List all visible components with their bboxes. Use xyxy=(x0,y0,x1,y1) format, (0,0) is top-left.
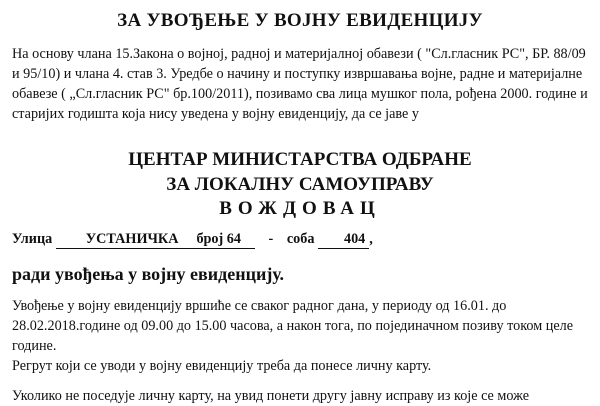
room-label: соба xyxy=(286,231,315,247)
institution-line-3: ВОЖДОВАЦ xyxy=(219,198,381,219)
underline-spacer xyxy=(56,231,78,249)
intro-paragraph: На основу члана 15.Закона о војној, радној и материјалној обавези ( "Сл.гласник РС", БР. 88/09 и 95/10) и члана 4. став 3. Уредбе о начину и поступку извршавања војне, радне и материјалне обавезе ( „Сл.гласник РС" бр.100/2011), позивамо сва лица мушког пола, рођена 2000. године и старијих годишта која нису уведена у војну евиденцију, да се јаве у xyxy=(12,46,588,122)
address-line xyxy=(12,231,592,249)
street-value: УСТАНИЧКА xyxy=(78,231,197,249)
schedule-paragraph: Увођење у војну евиденцију вршиће се сваког радног дана, у периоду од 16.01. до 28.02.2018.године од 09.00 до 15.00 часова, а након тога, по појединачном позиву током целе године. xyxy=(12,298,574,354)
street-label: Улица xyxy=(12,231,53,247)
address-dash: - xyxy=(268,231,274,247)
document-title: ЗА УВОЂЕЊЕ У ВОЈНУ ЕВИДЕНЦИЈУ xyxy=(117,10,483,31)
street-number: број 64 xyxy=(196,231,255,249)
alternative-paragraph: Уколико не поседује личну карту, на увид понети другу јавну исправу из које се може xyxy=(12,388,530,404)
institution-line-2: ЗА ЛОКАЛНУ САМОУПРАВУ xyxy=(166,174,434,195)
room-value: 404 xyxy=(318,231,369,249)
address-trail: , xyxy=(369,231,373,247)
purpose-heading: ради увођења у војну евиденцију. xyxy=(12,264,285,284)
requirement-paragraph: Регрут који се уводи у војну евиденцију треба да понесе личну карту. xyxy=(12,358,432,374)
institution-line-1: ЦЕНТАР МИНИСТАРСТВА ОДБРАНЕ xyxy=(128,149,472,170)
